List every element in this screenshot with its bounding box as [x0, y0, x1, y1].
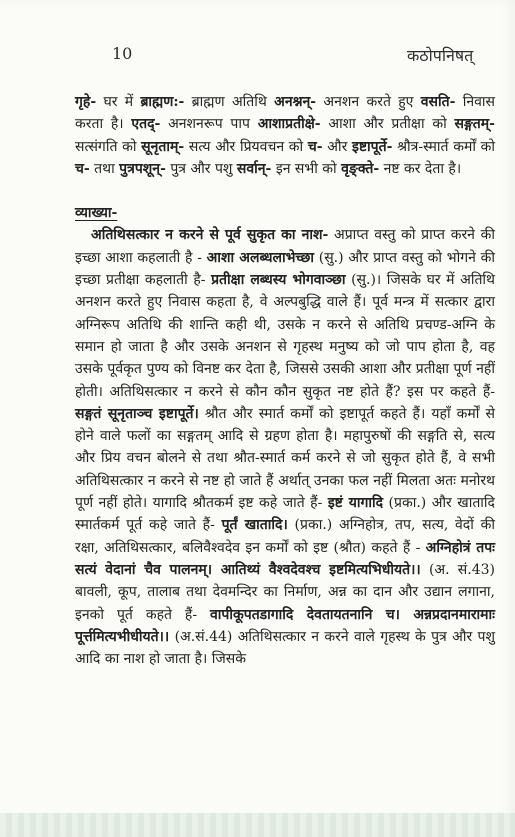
explanation-text: (प्रका.) अग्निहोत्र, तप, सत्य, वेदों की रक्षा, अतिथिसत्कार, बलिवैश्वदेव इन कर्मों को इष्ट (श्रौत) कहते हैं -	[75, 517, 495, 556]
glossary-text: ब्राह्मण अतिथि	[184, 94, 275, 110]
glossary-term: एतद्-	[131, 116, 161, 133]
glossary-text: तथा	[89, 160, 120, 177]
glossary-text: सत्संगति को	[75, 138, 142, 155]
glossary-text: श्रौत्र-स्मार्त कर्मों को	[392, 138, 496, 155]
glossary-term: च-	[307, 138, 323, 155]
glossary-term: पुत्रपशून्-	[119, 160, 166, 177]
page-number: 10	[112, 44, 133, 63]
glossary-text: निवास करता है।	[75, 94, 495, 133]
glossary-term: इष्टापूर्ते-	[351, 138, 393, 155]
explanation-term: आशा अलब्धलाभेच्छा	[206, 249, 315, 266]
glossary-term: वृङ्क्ते-	[341, 160, 380, 177]
glossary-text: आशा और प्रतीक्षा को	[320, 116, 455, 133]
explanation-paragraph	[75, 224, 495, 670]
explanation-term: इष्टं यागादि	[327, 495, 384, 512]
explanation-text: (प्रका.) और खातादि स्मार्तकर्म पूर्त कहे जाते हैं-	[75, 495, 495, 534]
explanation-term: सङ्गतं सूनृताञ्च इष्टापूर्ते।	[75, 405, 199, 422]
explanation-term: अग्निहोत्रं तपः सत्यं वेदानां चैव पालनम्। आतिथ्यं वैश्वदेवश्च इष्टमित्यभिधीयते।।	[75, 539, 496, 578]
explanation-term: अतिथिसत्कार न करने से पूर्व सुकृत का नाश-	[91, 227, 329, 244]
explanation-text: (अ. सं.43) बावली, कूप, तालाब तथा देवमन्दिर का निर्माण, अन्न का दान और उद्यान लगाना, इनको पूर्त कहते हैं-	[75, 561, 495, 623]
page-content	[75, 91, 495, 670]
glossary-text: पुत्र और पशु	[165, 160, 237, 177]
section-heading: व्याख्या-	[75, 205, 118, 222]
explanation-text: (सु.)। जिसके घर में अतिथि अनशन करते हुए निवास कहता है, वे अल्पबुद्धि वाले हैं। पूर्व मन्त्र में सत्कार द्वारा अग्निरूप अतिथि की शान्ति कही थी, उसके न करने से अतिथि प्रचण्ड-अग्नि के समान हो जाता है और उसके अनशन से गृहस्थ मनुष्य को जो पाप होता है, वह उसके पूर्वकृत पुण्य को विनष्ट कर देता है, जिससे उसकी आशा और प्रतीक्षा पूर्ण नहीं होती। अतिथिसत्कार न करने से कौन कौन सुकृत नष्ट होते हैं? इस पर कहते हैं-	[75, 272, 495, 400]
word-glossary-paragraph	[75, 91, 495, 180]
explanation-text: (सु.) और प्राप्त वस्तु को भोगने की इच्छा प्रतीक्षा कहलाती है-	[75, 249, 495, 289]
glossary-term: सङ्गतम्-	[454, 116, 495, 133]
glossary-term: अनश्नन्-	[274, 94, 317, 110]
glossary-term: सर्वान्-	[236, 160, 272, 177]
glossary-term: ब्राह्मण:-	[140, 94, 185, 110]
glossary-text: नष्ट कर देता है।	[379, 160, 462, 177]
explanation-term: वापीकूपतडागादि देवतायतनानि च। अन्नप्रदानमारामाः पूर्त्तमित्यभीधीयते।।	[75, 606, 495, 645]
glossary-text: अनशन करते हुए	[316, 94, 421, 110]
glossary-term: वसति-	[420, 94, 456, 110]
glossary-term: आशाप्रतीक्षे-	[257, 116, 321, 133]
glossary-term: च-	[75, 160, 90, 177]
glossary-text: इन सभी को	[271, 160, 342, 177]
explanation-text: श्रौत और स्मार्त कर्मों को इष्टापूर्त कहते हैं। यहाँ कर्मों से होने वाले फलों का सङ्गतम् आदि से ग्रहण होता है। महापुरुषों की सङ्गति से, सत्य और प्रिय वचन बोलने से तथा श्रौत-स्मार्त कर्म करने से जो सुकृत होते हैं, वे सभी अतिथिसत्कार न करने से नष्ट हो जाते हैं अर्थात् उनका फल नहीं मिलता अतः मनोरथ पूर्ण नहीं होते। यागादि श्रौतकर्म इष्ट कहे जाते हैं-	[75, 405, 495, 512]
glossary-text: और	[322, 138, 352, 155]
page-bottom-strip	[0, 813, 515, 837]
glossary-term: सूनृताम्-	[141, 138, 185, 155]
explanation-term: पूर्तं खातादि।	[221, 517, 288, 534]
glossary-text: सत्य और प्रियवचन को	[184, 138, 308, 155]
glossary-text: अनशनरूप पाप	[160, 116, 258, 133]
explanation-text: अप्राप्त वस्तु को प्राप्त करने की इच्छा आशा कहलाती है -	[75, 227, 495, 266]
glossary-text: घर में	[96, 94, 141, 110]
glossary-term: गृहे-	[75, 94, 97, 110]
page-header	[0, 44, 515, 68]
explanation-text: (अ.सं.44) अतिथिसत्कार न करने वाले गृहस्थ के पुत्र और पशु आदि का नाश हो जाता है। जिसके	[75, 628, 495, 668]
explanation-term: प्रतीक्षा लब्धस्य भोगवाञ्छा	[211, 272, 346, 289]
book-title: कठोपनिषत्	[407, 46, 474, 65]
